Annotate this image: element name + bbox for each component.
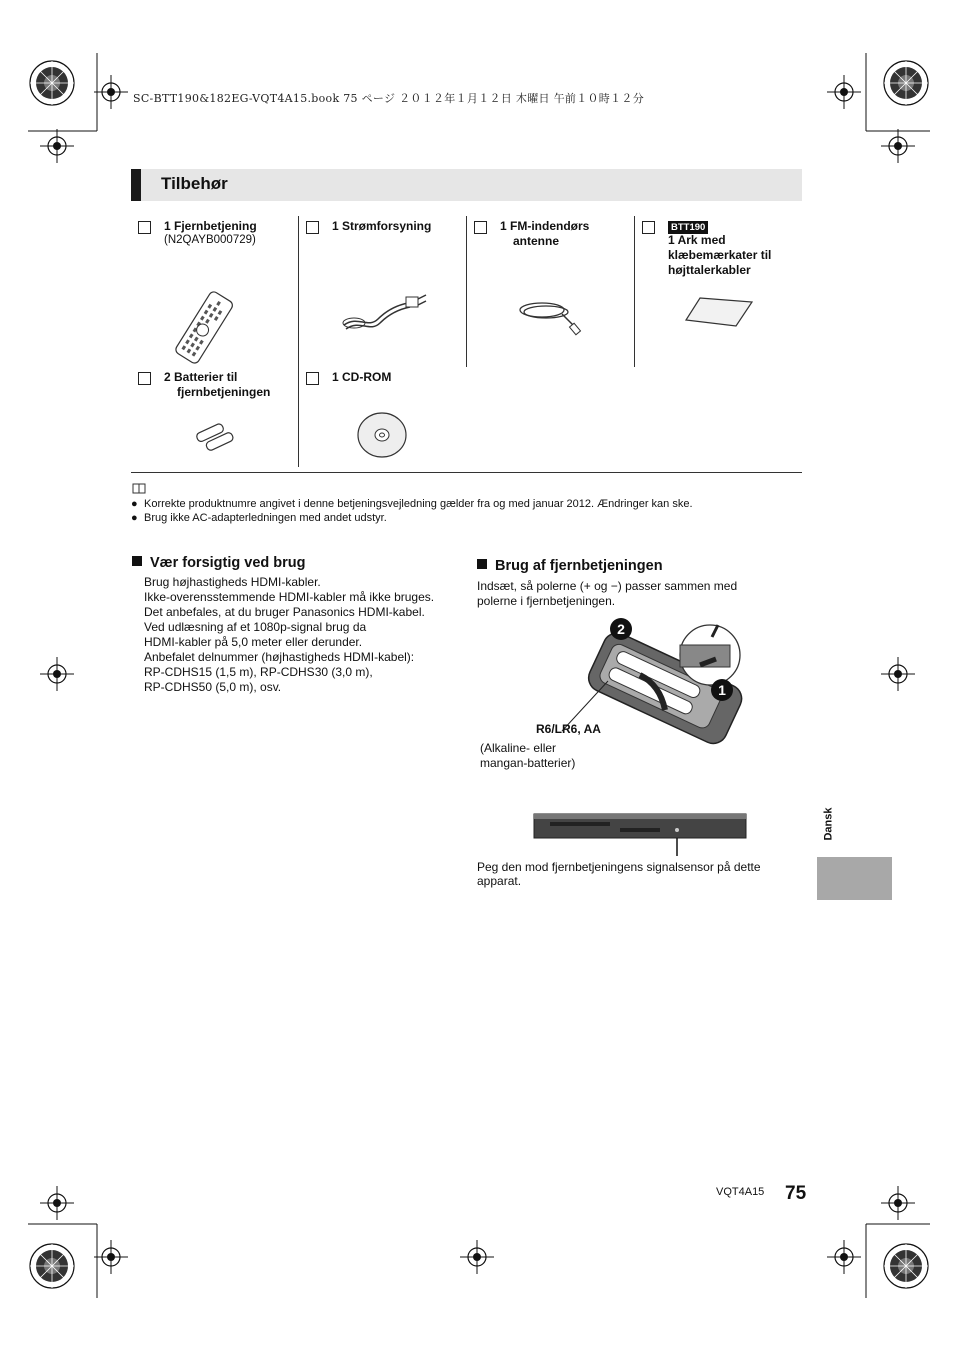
- model-badge: BTT190: [668, 221, 708, 234]
- remote-control-image: [165, 288, 245, 368]
- accessory-part-number: (N2QAYB000729): [164, 234, 256, 246]
- careful-heading: Vær forsigtig ved brug: [150, 555, 306, 571]
- grid-divider: [634, 216, 635, 367]
- step-2-number: 2: [617, 621, 625, 637]
- accessory-label: 1 FM-indendørs: [500, 219, 590, 233]
- accessory-label: 1 CD-ROM: [332, 370, 392, 384]
- player-illustration: [530, 810, 750, 860]
- book-icon: [132, 483, 146, 494]
- accessory-checkbox: [306, 221, 319, 234]
- accessory-label: 1 Ark med: [668, 233, 726, 247]
- sensor-text: Peg den mod fjernbetjeningens signalsensor på dette: [477, 860, 761, 874]
- accessory-label: 1 Strømforsyning: [332, 219, 432, 233]
- accessory-label: antenne: [513, 234, 560, 248]
- sensor-text: apparat.: [477, 874, 522, 888]
- accessory-checkbox: [306, 372, 319, 385]
- grid-divider: [298, 216, 299, 467]
- remote-heading-block: [477, 558, 663, 574]
- accessory-checkbox: [474, 221, 487, 234]
- careful-line: Brug højhastigheds HDMI-kabler.: [144, 575, 321, 589]
- note-bullet: ●: [131, 512, 138, 524]
- battery-note: (Alkaline- eller: [480, 741, 557, 755]
- power-cord-image: [338, 285, 428, 335]
- language-tab-label: Dansk: [822, 807, 835, 841]
- accessory-checkbox: [138, 221, 151, 234]
- careful-line: Ved udlæsning af et 1080p-signal brug da: [144, 620, 367, 634]
- accessory-label: 1 Fjernbetjening: [164, 219, 257, 233]
- careful-text: [144, 575, 434, 695]
- accessory-label: fjernbetjeningen: [177, 385, 271, 399]
- careful-line: RP-CDHS50 (5,0 m), osv.: [144, 680, 282, 694]
- step-2-icon: [609, 617, 633, 641]
- step-1-icon: [710, 678, 734, 702]
- note-bullet: ●: [131, 498, 138, 510]
- battery-note: mangan-batterier): [480, 756, 576, 770]
- careful-heading-block: [132, 555, 306, 571]
- section-title: Tilbehør: [161, 174, 228, 193]
- careful-line: Det anbefales, at du bruger Panasonics HDMI-kabel.: [144, 605, 425, 619]
- grid-bottom-rule: [131, 472, 802, 473]
- grid-divider: [466, 216, 467, 367]
- model-code: VQT4A15: [716, 1186, 765, 1198]
- fm-antenna-image: [516, 296, 586, 338]
- accessory-label: klæbemærkater til: [668, 248, 772, 262]
- careful-line: HDMI-kabler på 5,0 meter eller derunder.: [144, 635, 363, 649]
- file-header: SC-BTT190&182EG-VQT4A15.book 75 ページ ２０１２年１月１２日 木曜日 午前１０時１２分: [133, 92, 644, 105]
- heading-square-icon: [132, 556, 142, 566]
- section-title-bar: [131, 169, 802, 201]
- step-1-number: 1: [718, 682, 726, 698]
- careful-line: Ikke-overensstemmende HDMI-kabler må ikke bruges.: [144, 590, 435, 604]
- remote-text: [477, 579, 737, 609]
- heading-square-icon: [477, 559, 487, 569]
- careful-line: Anbefalet delnummer (højhastigheds HDMI-kabel):: [144, 650, 415, 664]
- note-item: Korrekte produktnumre angivet i denne betjeningsvejledning gælder fra og med januar 2012. Ændringer kan ske.: [144, 498, 693, 510]
- remote-line: Indsæt, så polerne (+ og −) passer sammen med: [477, 579, 738, 593]
- page-number: 75: [785, 1183, 807, 1204]
- batteries-image: [194, 420, 238, 452]
- accessory-checkbox: [642, 221, 655, 234]
- sticker-sheet-image: [684, 296, 754, 328]
- accessory-label: 2 Batterier til: [164, 370, 238, 384]
- remote-heading: Brug af fjernbetjeningen: [495, 558, 663, 574]
- battery-type-label: R6/LR6, AA: [536, 722, 601, 736]
- careful-line: RP-CDHS15 (1,5 m), RP-CDHS30 (3,0 m),: [144, 665, 373, 679]
- remote-line: polerne i fjernbetjeningen.: [477, 594, 616, 608]
- accessory-label: højttalerkabler: [668, 263, 751, 277]
- language-tab: [817, 857, 892, 900]
- section-title-accent: [131, 169, 141, 201]
- accessory-checkbox: [138, 372, 151, 385]
- cd-rom-image: [356, 412, 408, 458]
- note-item: Brug ikke AC-adapterledningen med andet udstyr.: [144, 512, 387, 524]
